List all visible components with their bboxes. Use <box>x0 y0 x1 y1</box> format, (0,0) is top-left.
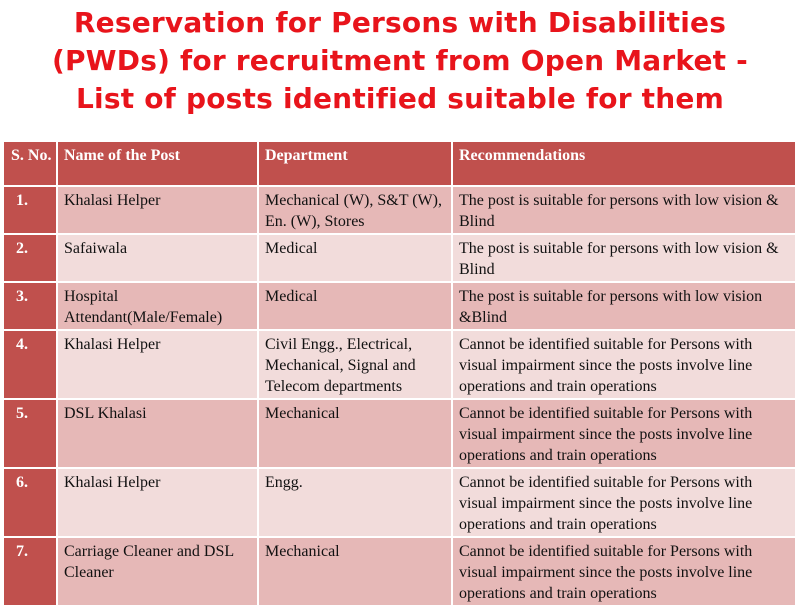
cell-post: Khalasi Helper <box>57 468 258 537</box>
header-department: Department <box>258 141 452 186</box>
header-post: Name of the Post <box>57 141 258 186</box>
cell-recommendation: Cannot be identified suitable for Persons with visual impairment since the posts involve line operations and train operations <box>452 468 796 537</box>
cell-sno: 1. <box>3 186 57 234</box>
cell-post: Khalasi Helper <box>57 330 258 399</box>
cell-recommendation: Cannot be identified suitable for Persons with visual impairment since the posts involve line operations and train operations <box>452 537 796 606</box>
table-row <box>3 234 796 282</box>
cell-recommendation: The post is suitable for persons with low vision & Blind <box>452 186 796 234</box>
cell-recommendation: Cannot be identified suitable for Persons with visual impairment since the posts involve line operations and train operations <box>452 399 796 468</box>
title-line-2: (PWDs) for recruitment from Open Market - <box>51 44 749 77</box>
cell-post: Khalasi Helper <box>57 186 258 234</box>
cell-sno: 4. <box>3 330 57 399</box>
cell-department: Medical <box>258 234 452 282</box>
cell-post: DSL Khalasi <box>57 399 258 468</box>
cell-sno: 6. <box>3 468 57 537</box>
cell-recommendation: The post is suitable for persons with low vision & Blind <box>452 234 796 282</box>
table-row <box>3 282 796 330</box>
title-line-3: List of posts identified suitable for them <box>76 82 724 115</box>
cell-department: Mechanical <box>258 537 452 606</box>
header-sno: S. No. <box>3 141 57 186</box>
cell-recommendation: The post is suitable for persons with low vision &Blind <box>452 282 796 330</box>
cell-sno: 3. <box>3 282 57 330</box>
table-header-row <box>3 141 796 186</box>
table-row <box>3 186 796 234</box>
cell-department: Mechanical (W), S&T (W), En. (W), Stores <box>258 186 452 234</box>
cell-post: Carriage Cleaner and DSL Cleaner <box>57 537 258 606</box>
cell-sno: 7. <box>3 537 57 606</box>
table-row <box>3 399 796 468</box>
cell-department: Civil Engg., Electrical, Mechanical, Signal and Telecom departments <box>258 330 452 399</box>
table-row <box>3 468 796 537</box>
cell-sno: 2. <box>3 234 57 282</box>
cell-post: Hospital Attendant(Male/Female) <box>57 282 258 330</box>
posts-table <box>2 140 797 607</box>
title-line-1: Reservation for Persons with Disabilities <box>73 6 727 39</box>
cell-post: Safaiwala <box>57 234 258 282</box>
cell-sno: 5. <box>3 399 57 468</box>
cell-recommendation: Cannot be identified suitable for Persons with visual impairment since the posts involve line operations and train operations <box>452 330 796 399</box>
header-recommendations: Recommendations <box>452 141 796 186</box>
table-row <box>3 330 796 399</box>
cell-department: Mechanical <box>258 399 452 468</box>
page-title <box>0 4 800 118</box>
cell-department: Engg. <box>258 468 452 537</box>
table-row <box>3 537 796 606</box>
cell-department: Medical <box>258 282 452 330</box>
